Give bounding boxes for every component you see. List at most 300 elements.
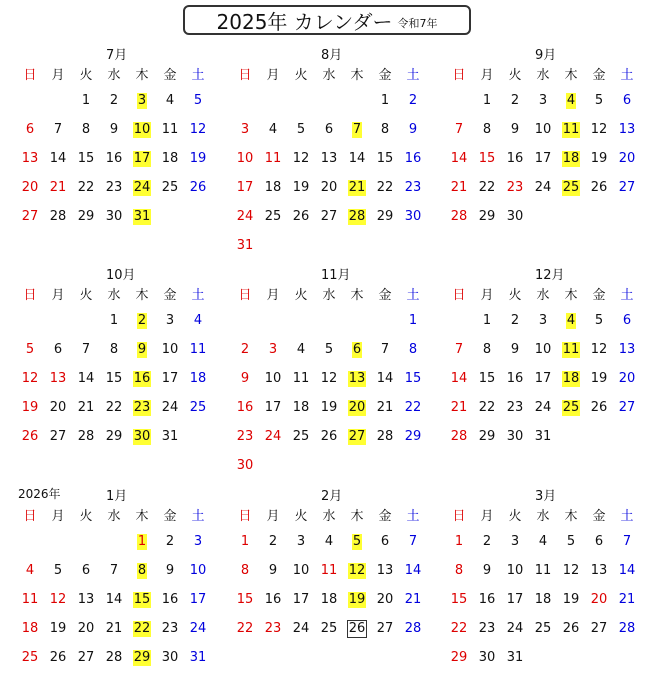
day-cell[interactable]: 23	[133, 400, 151, 415]
day-cell[interactable]: 17	[264, 400, 282, 415]
day-cell[interactable]: 30	[236, 458, 254, 473]
day-cell[interactable]: 13	[348, 371, 366, 386]
day-cell[interactable]: 29	[450, 650, 468, 665]
day-cell[interactable]: 23	[105, 180, 123, 195]
day-cell[interactable]: 4	[268, 122, 278, 137]
day-cell[interactable]: 22	[236, 621, 254, 636]
day-cell[interactable]: 23	[404, 180, 422, 195]
day-cell[interactable]: 26	[562, 621, 580, 636]
day-cell[interactable]: 8	[81, 122, 91, 137]
day-cell[interactable]: 3	[510, 534, 520, 549]
month-label: 11月	[321, 268, 351, 283]
day-cell[interactable]: 7	[81, 342, 91, 357]
day-cell[interactable]: 11	[534, 563, 552, 578]
day-cell[interactable]: 2	[482, 534, 492, 549]
day-cell[interactable]: 22	[478, 400, 496, 415]
day-cell[interactable]: 22	[450, 621, 468, 636]
day-cell[interactable]: 20	[618, 151, 636, 166]
day-cell[interactable]: 4	[296, 342, 306, 357]
day-cell[interactable]: 19	[49, 621, 67, 636]
weekday-header: 金	[378, 68, 392, 83]
day-cell[interactable]: 20	[21, 180, 39, 195]
weekday-header: 木	[350, 509, 364, 524]
day-cell[interactable]: 10	[292, 563, 310, 578]
day-cell[interactable]: 16	[264, 592, 282, 607]
day-cell[interactable]: 9	[408, 122, 418, 137]
day-cell[interactable]: 19	[562, 592, 580, 607]
day-cell[interactable]: 6	[622, 93, 632, 108]
day-cell[interactable]: 3	[137, 93, 147, 108]
day-cell[interactable]: 2	[137, 313, 147, 328]
day-cell[interactable]: 8	[482, 342, 492, 357]
day-cell[interactable]: 1	[81, 93, 91, 108]
day-cell[interactable]: 13	[376, 563, 394, 578]
day-cell[interactable]: 14	[376, 371, 394, 386]
day-cell[interactable]: 19	[21, 400, 39, 415]
day-cell[interactable]: 11	[562, 342, 580, 357]
day-cell[interactable]: 1	[482, 93, 492, 108]
day-cell[interactable]: 6	[324, 122, 334, 137]
day-cell[interactable]: 24	[264, 429, 282, 444]
day-cell[interactable]: 25	[161, 180, 179, 195]
day-cell[interactable]: 10	[264, 371, 282, 386]
day-cell[interactable]: 19	[189, 151, 207, 166]
day-cell[interactable]: 6	[594, 534, 604, 549]
day-cell[interactable]: 11	[21, 592, 39, 607]
day-cell[interactable]: 15	[478, 151, 496, 166]
day-cell[interactable]: 4	[538, 534, 548, 549]
day-cell[interactable]: 22	[77, 180, 95, 195]
day-cell[interactable]: 5	[594, 313, 604, 328]
day-cell[interactable]: 8	[380, 122, 390, 137]
day-cell[interactable]: 29	[478, 209, 496, 224]
weekday-header: 日	[452, 288, 466, 303]
day-cell[interactable]: 20	[49, 400, 67, 415]
day-cell[interactable]: 15	[133, 592, 151, 607]
day-cell[interactable]: 11	[264, 151, 282, 166]
day-cell[interactable]: 17	[534, 151, 552, 166]
month-label: 10月	[106, 268, 136, 283]
weekday-header: 水	[322, 509, 336, 524]
day-cell[interactable]: 11	[292, 371, 310, 386]
day-cell[interactable]: 23	[506, 180, 524, 195]
month-label: 12月	[535, 268, 565, 283]
day-cell[interactable]: 1	[240, 534, 250, 549]
day-cell[interactable]: 12	[348, 563, 366, 578]
day-cell[interactable]: 26	[590, 400, 608, 415]
day-cell[interactable]: 30	[105, 209, 123, 224]
weekday-header: 水	[107, 68, 121, 83]
day-cell[interactable]: 15	[105, 371, 123, 386]
day-cell[interactable]: 6	[380, 534, 390, 549]
day-cell[interactable]: 29	[404, 429, 422, 444]
day-cell[interactable]: 13	[49, 371, 67, 386]
day-cell[interactable]: 10	[161, 342, 179, 357]
day-cell[interactable]: 18	[320, 592, 338, 607]
day-cell[interactable]: 12	[562, 563, 580, 578]
day-cell[interactable]: 4	[165, 93, 175, 108]
day-cell[interactable]: 7	[454, 342, 464, 357]
month-label: 3月	[535, 489, 557, 504]
day-cell[interactable]: 21	[77, 400, 95, 415]
day-cell[interactable]: 2	[510, 313, 520, 328]
day-cell[interactable]: 16	[404, 151, 422, 166]
day-cell[interactable]: 10	[189, 563, 207, 578]
day-cell[interactable]: 3	[240, 122, 250, 137]
day-cell[interactable]: 30	[478, 650, 496, 665]
day-cell[interactable]: 24	[534, 400, 552, 415]
weekday-header: 火	[508, 288, 522, 303]
weekday-header: 月	[266, 288, 280, 303]
weekday-header: 火	[508, 68, 522, 83]
day-cell[interactable]: 21	[404, 592, 422, 607]
day-cell[interactable]: 25	[534, 621, 552, 636]
day-cell[interactable]: 29	[77, 209, 95, 224]
day-cell[interactable]: 27	[77, 650, 95, 665]
day-cell[interactable]: 15	[236, 592, 254, 607]
day-cell[interactable]: 3	[268, 342, 278, 357]
day-cell[interactable]: 27	[618, 180, 636, 195]
day-cell[interactable]: 1	[482, 313, 492, 328]
day-cell[interactable]: 14	[450, 151, 468, 166]
day-cell[interactable]: 27	[348, 429, 366, 444]
day-cell[interactable]: 28	[450, 429, 468, 444]
day-cell[interactable]: 20	[590, 592, 608, 607]
day-cell[interactable]: 24	[189, 621, 207, 636]
day-cell[interactable]: 26	[348, 621, 366, 636]
day-cell[interactable]: 23	[478, 621, 496, 636]
day-cell[interactable]: 13	[590, 563, 608, 578]
day-cell[interactable]: 13	[21, 151, 39, 166]
day-cell[interactable]: 27	[49, 429, 67, 444]
day-cell[interactable]: 3	[165, 313, 175, 328]
day-cell[interactable]: 20	[320, 180, 338, 195]
day-cell[interactable]: 14	[450, 371, 468, 386]
day-cell[interactable]: 31	[133, 209, 151, 224]
day-cell[interactable]: 10	[534, 342, 552, 357]
day-cell[interactable]: 28	[77, 429, 95, 444]
day-cell[interactable]: 18	[21, 621, 39, 636]
day-cell[interactable]: 22	[133, 621, 151, 636]
day-cell[interactable]: 12	[189, 122, 207, 137]
day-cell[interactable]: 24	[506, 621, 524, 636]
day-cell[interactable]: 5	[53, 563, 63, 578]
day-cell[interactable]: 12	[320, 371, 338, 386]
day-cell[interactable]: 18	[161, 151, 179, 166]
day-cell[interactable]: 14	[404, 563, 422, 578]
day-cell[interactable]: 21	[105, 621, 123, 636]
day-cell[interactable]: 9	[510, 342, 520, 357]
day-cell[interactable]: 3	[296, 534, 306, 549]
day-cell[interactable]: 28	[105, 650, 123, 665]
day-cell[interactable]: 19	[348, 592, 366, 607]
day-cell[interactable]: 17	[133, 151, 151, 166]
day-cell[interactable]: 15	[478, 371, 496, 386]
day-cell[interactable]: 7	[622, 534, 632, 549]
day-cell[interactable]: 30	[133, 429, 151, 444]
day-cell[interactable]: 2	[510, 93, 520, 108]
day-cell[interactable]: 27	[618, 400, 636, 415]
day-cell[interactable]: 18	[189, 371, 207, 386]
day-cell[interactable]: 4	[324, 534, 334, 549]
day-cell[interactable]: 2	[109, 93, 119, 108]
day-cell[interactable]: 9	[109, 122, 119, 137]
day-cell[interactable]: 20	[77, 621, 95, 636]
day-cell[interactable]: 12	[49, 592, 67, 607]
day-cell[interactable]: 1	[380, 93, 390, 108]
day-cell[interactable]: 3	[193, 534, 203, 549]
day-cell[interactable]: 9	[165, 563, 175, 578]
day-cell[interactable]: 4	[566, 313, 576, 328]
day-cell[interactable]: 7	[380, 342, 390, 357]
day-cell[interactable]: 17	[534, 371, 552, 386]
day-cell[interactable]: 12	[590, 122, 608, 137]
day-cell[interactable]: 21	[450, 180, 468, 195]
day-cell[interactable]: 6	[352, 342, 362, 357]
day-cell[interactable]: 28	[450, 209, 468, 224]
day-cell[interactable]: 11	[320, 563, 338, 578]
day-cell[interactable]: 29	[478, 429, 496, 444]
day-cell[interactable]: 13	[618, 342, 636, 357]
weekday-header: 木	[350, 288, 364, 303]
weekday-header: 金	[378, 288, 392, 303]
day-cell[interactable]: 2	[165, 534, 175, 549]
day-cell[interactable]: 10	[534, 122, 552, 137]
day-cell[interactable]: 21	[618, 592, 636, 607]
month-label: 7月	[106, 48, 128, 63]
day-cell[interactable]: 10	[506, 563, 524, 578]
day-cell[interactable]: 4	[25, 563, 35, 578]
day-cell[interactable]: 30	[506, 209, 524, 224]
day-cell[interactable]: 8	[109, 342, 119, 357]
day-cell[interactable]: 13	[320, 151, 338, 166]
day-cell[interactable]: 28	[376, 429, 394, 444]
day-cell[interactable]: 15	[404, 371, 422, 386]
day-cell[interactable]: 16	[133, 371, 151, 386]
day-cell[interactable]: 17	[189, 592, 207, 607]
day-cell[interactable]: 25	[292, 429, 310, 444]
day-cell[interactable]: 3	[538, 313, 548, 328]
day-cell[interactable]: 31	[236, 238, 254, 253]
day-cell[interactable]: 4	[566, 93, 576, 108]
day-cell[interactable]: 27	[320, 209, 338, 224]
day-cell[interactable]: 11	[161, 122, 179, 137]
day-cell[interactable]: 18	[292, 400, 310, 415]
day-cell[interactable]: 7	[408, 534, 418, 549]
day-cell[interactable]: 28	[618, 621, 636, 636]
day-cell[interactable]: 9	[268, 563, 278, 578]
day-cell[interactable]: 29	[376, 209, 394, 224]
day-cell[interactable]: 7	[454, 122, 464, 137]
day-cell[interactable]: 19	[590, 371, 608, 386]
day-cell[interactable]: 28	[348, 209, 366, 224]
day-cell[interactable]: 26	[292, 209, 310, 224]
day-cell[interactable]: 28	[49, 209, 67, 224]
day-cell[interactable]: 10	[236, 151, 254, 166]
day-cell[interactable]: 15	[77, 151, 95, 166]
day-cell[interactable]: 5	[193, 93, 203, 108]
weekday-header: 木	[135, 288, 149, 303]
day-cell[interactable]: 2	[408, 93, 418, 108]
day-cell[interactable]: 26	[189, 180, 207, 195]
day-cell[interactable]: 22	[376, 180, 394, 195]
day-cell[interactable]: 8	[454, 563, 464, 578]
day-cell[interactable]: 2	[240, 342, 250, 357]
day-cell[interactable]: 31	[534, 429, 552, 444]
day-cell[interactable]: 5	[594, 93, 604, 108]
day-cell[interactable]: 1	[137, 534, 147, 549]
day-cell[interactable]: 14	[105, 592, 123, 607]
day-cell[interactable]: 19	[320, 400, 338, 415]
weekday-header: 水	[536, 509, 550, 524]
day-cell[interactable]: 5	[296, 122, 306, 137]
day-cell[interactable]: 31	[161, 429, 179, 444]
year-label: 2026年	[18, 487, 61, 501]
day-cell[interactable]: 6	[25, 122, 35, 137]
day-cell[interactable]: 12	[590, 342, 608, 357]
day-cell[interactable]: 16	[161, 592, 179, 607]
day-cell[interactable]: 27	[21, 209, 39, 224]
day-cell[interactable]: 21	[49, 180, 67, 195]
weekday-header: 金	[592, 509, 606, 524]
day-cell[interactable]: 30	[161, 650, 179, 665]
day-cell[interactable]: 16	[506, 371, 524, 386]
day-cell[interactable]: 5	[566, 534, 576, 549]
weekday-header: 木	[135, 509, 149, 524]
day-cell[interactable]: 20	[376, 592, 394, 607]
day-cell[interactable]: 22	[478, 180, 496, 195]
day-cell[interactable]: 19	[292, 180, 310, 195]
day-cell[interactable]: 26	[49, 650, 67, 665]
day-cell[interactable]: 25	[320, 621, 338, 636]
day-cell[interactable]: 5	[324, 342, 334, 357]
day-cell[interactable]: 11	[189, 342, 207, 357]
day-cell[interactable]: 25	[189, 400, 207, 415]
day-cell[interactable]: 3	[538, 93, 548, 108]
day-cell[interactable]: 24	[236, 209, 254, 224]
day-cell[interactable]: 13	[618, 122, 636, 137]
weekday-header: 月	[51, 509, 65, 524]
day-cell[interactable]: 24	[133, 180, 151, 195]
day-cell[interactable]: 17	[506, 592, 524, 607]
day-cell[interactable]: 1	[109, 313, 119, 328]
day-cell[interactable]: 10	[133, 122, 151, 137]
day-cell[interactable]: 17	[292, 592, 310, 607]
day-cell[interactable]: 16	[478, 592, 496, 607]
day-cell[interactable]: 25	[562, 400, 580, 415]
day-cell[interactable]: 26	[320, 429, 338, 444]
day-cell[interactable]: 1	[408, 313, 418, 328]
day-cell[interactable]: 18	[562, 371, 580, 386]
day-cell[interactable]: 20	[348, 400, 366, 415]
day-cell[interactable]: 7	[352, 122, 362, 137]
day-cell[interactable]: 25	[562, 180, 580, 195]
day-cell[interactable]: 31	[506, 650, 524, 665]
day-cell[interactable]: 15	[376, 151, 394, 166]
day-cell[interactable]: 17	[161, 371, 179, 386]
day-cell[interactable]: 27	[590, 621, 608, 636]
day-cell[interactable]: 24	[534, 180, 552, 195]
day-cell[interactable]: 13	[77, 592, 95, 607]
day-cell[interactable]: 18	[562, 151, 580, 166]
weekday-header: 日	[238, 68, 252, 83]
day-cell[interactable]: 5	[352, 534, 362, 549]
day-cell[interactable]: 24	[161, 400, 179, 415]
day-cell[interactable]: 6	[81, 563, 91, 578]
day-cell[interactable]: 8	[137, 563, 147, 578]
day-cell[interactable]: 29	[133, 650, 151, 665]
day-cell[interactable]: 14	[618, 563, 636, 578]
day-cell[interactable]: 27	[376, 621, 394, 636]
day-cell[interactable]: 5	[25, 342, 35, 357]
day-cell[interactable]: 30	[404, 209, 422, 224]
day-cell[interactable]: 8	[482, 122, 492, 137]
day-cell[interactable]: 12	[21, 371, 39, 386]
day-cell[interactable]: 25	[21, 650, 39, 665]
day-cell[interactable]: 7	[109, 563, 119, 578]
day-cell[interactable]: 14	[77, 371, 95, 386]
day-cell[interactable]: 26	[590, 180, 608, 195]
weekday-header: 日	[23, 288, 37, 303]
day-cell[interactable]: 7	[53, 122, 63, 137]
day-cell[interactable]: 14	[348, 151, 366, 166]
day-cell[interactable]: 26	[21, 429, 39, 444]
month-block	[231, 485, 427, 685]
day-cell[interactable]: 12	[292, 151, 310, 166]
day-cell[interactable]: 14	[49, 151, 67, 166]
day-cell[interactable]: 19	[590, 151, 608, 166]
day-cell[interactable]: 21	[348, 180, 366, 195]
day-cell[interactable]: 28	[404, 621, 422, 636]
day-cell[interactable]: 30	[506, 429, 524, 444]
day-cell[interactable]: 16	[506, 151, 524, 166]
day-cell[interactable]: 1	[454, 534, 464, 549]
day-cell[interactable]: 20	[618, 371, 636, 386]
day-cell[interactable]: 23	[236, 429, 254, 444]
day-cell[interactable]: 9	[510, 122, 520, 137]
day-cell[interactable]: 15	[450, 592, 468, 607]
weekday-header: 火	[294, 509, 308, 524]
day-cell[interactable]: 21	[376, 400, 394, 415]
day-cell[interactable]: 9	[240, 371, 250, 386]
day-cell[interactable]: 22	[404, 400, 422, 415]
day-cell[interactable]: 24	[292, 621, 310, 636]
day-cell[interactable]: 31	[189, 650, 207, 665]
day-cell[interactable]: 11	[562, 122, 580, 137]
day-cell[interactable]: 22	[105, 400, 123, 415]
day-cell[interactable]: 2	[268, 534, 278, 549]
day-cell[interactable]: 23	[264, 621, 282, 636]
day-cell[interactable]: 23	[506, 400, 524, 415]
day-cell[interactable]: 21	[450, 400, 468, 415]
day-cell[interactable]: 4	[193, 313, 203, 328]
day-cell[interactable]: 9	[137, 342, 147, 357]
day-cell[interactable]: 18	[534, 592, 552, 607]
weekday-header: 土	[620, 288, 634, 303]
day-cell[interactable]: 16	[105, 151, 123, 166]
day-cell[interactable]: 25	[264, 209, 282, 224]
day-cell[interactable]: 17	[236, 180, 254, 195]
day-cell[interactable]: 16	[236, 400, 254, 415]
day-cell[interactable]: 8	[408, 342, 418, 357]
day-cell[interactable]: 9	[482, 563, 492, 578]
day-cell[interactable]: 6	[622, 313, 632, 328]
day-cell[interactable]: 6	[53, 342, 63, 357]
day-cell[interactable]: 29	[105, 429, 123, 444]
day-cell[interactable]: 18	[264, 180, 282, 195]
day-cell[interactable]: 23	[161, 621, 179, 636]
day-cell[interactable]: 8	[240, 563, 250, 578]
